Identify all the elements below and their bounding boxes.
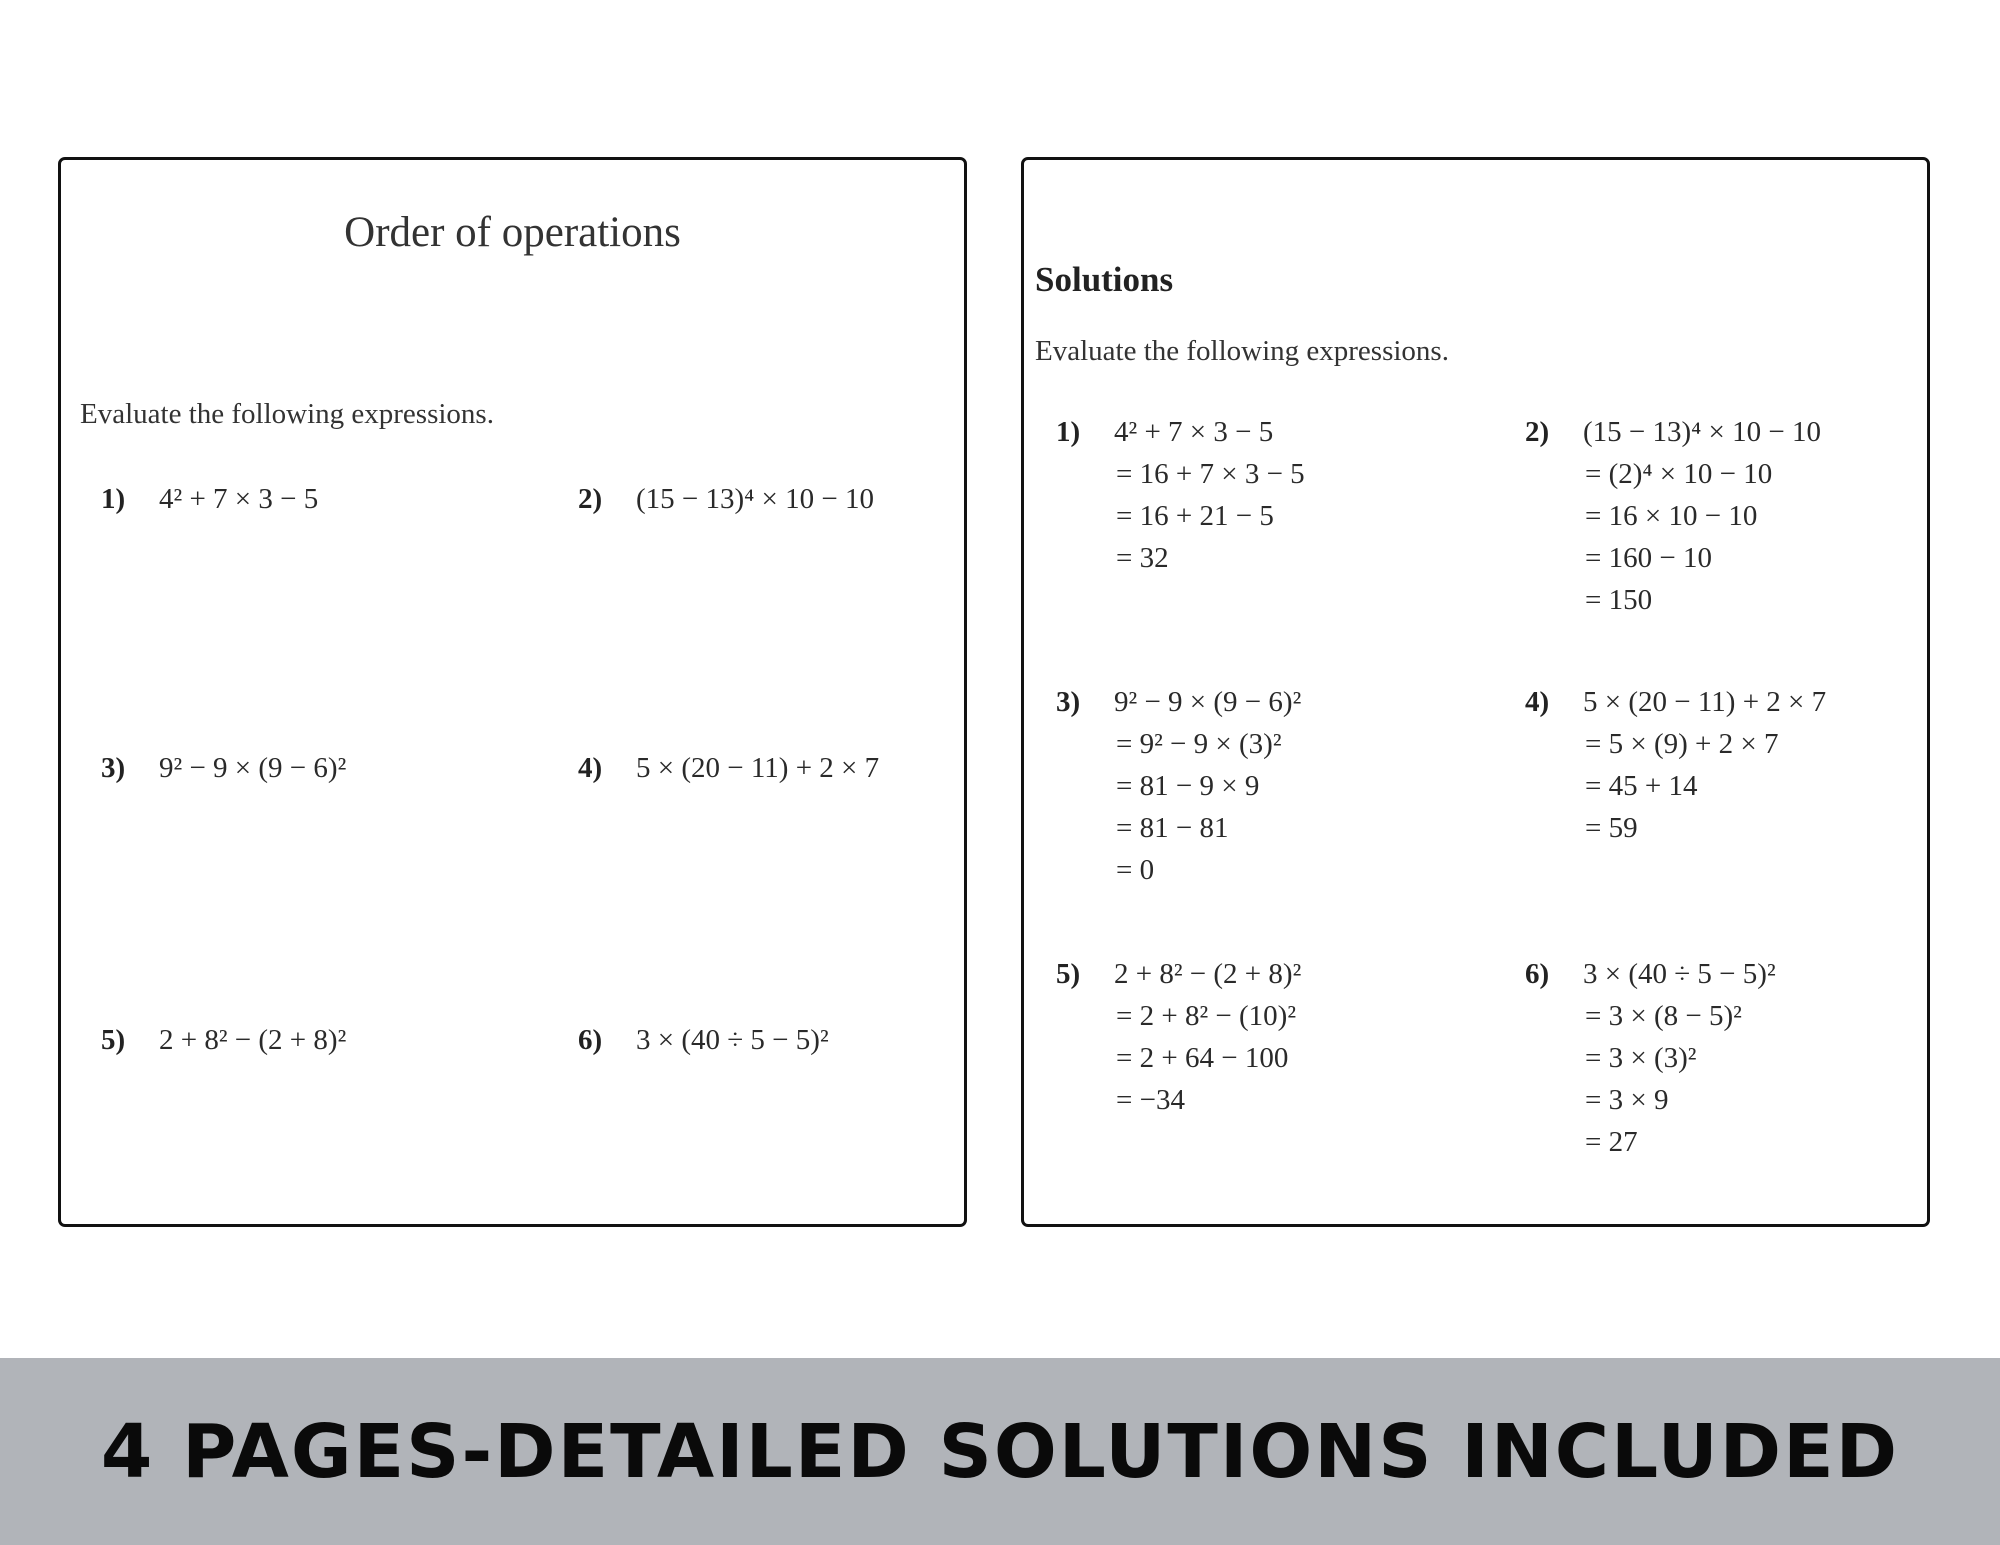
worksheet-title: Order of operations [344,209,681,256]
solution-step: = 59 [1585,812,1638,844]
problem-expression: 2 + 8² − (2 + 8)² [159,1024,347,1056]
problem-number: 4) [1525,686,1550,718]
solution-problem-4 [1525,681,1826,849]
solution-step: = 3 × 9 [1585,1084,1669,1116]
problem-number: 4) [578,752,603,784]
problem-number: 6) [1525,958,1550,990]
problem-expression: 3 × (40 ÷ 5 − 5)² [1583,958,1776,990]
worksheet-problem-1 [101,483,318,516]
problem-number: 2) [578,483,603,515]
solution-step: = −34 [1116,1084,1185,1116]
problem-number: 2) [1525,416,1550,448]
solution-problem-5 [1056,953,1301,1121]
worksheet-problem-4 [578,752,879,785]
worksheet-problem-2 [578,483,874,516]
solution-step: = 2 + 64 − 100 [1116,1042,1289,1074]
solution-step: = 3 × (3)² [1585,1042,1697,1074]
worksheet-instruction: Evaluate the following expressions. [80,398,494,430]
solution-problem-6 [1525,953,1776,1163]
solution-step: = 5 × (9) + 2 × 7 [1585,728,1779,760]
problem-expression: 5 × (20 − 11) + 2 × 7 [1583,686,1827,718]
problem-expression: 3 × (40 ÷ 5 − 5)² [636,1024,829,1056]
solution-step: = 81 − 81 [1116,812,1229,844]
problem-number: 1) [1056,416,1081,448]
problem-expression: (15 − 13)⁴ × 10 − 10 [636,483,874,515]
solutions-heading: Solutions [1035,260,1174,299]
solution-step: = 0 [1116,854,1155,886]
solution-problem-3 [1056,681,1301,891]
promo-banner [0,1358,2000,1545]
worksheet-problem-5 [101,1024,346,1057]
problem-number: 5) [1056,958,1081,990]
solution-step: = 16 + 7 × 3 − 5 [1116,458,1305,490]
problem-number: 6) [578,1024,603,1056]
solution-step: = 27 [1585,1126,1638,1158]
problem-expression: 2 + 8² − (2 + 8)² [1114,958,1302,990]
solution-problem-1 [1056,411,1305,579]
solutions-instruction: Evaluate the following expressions. [1035,335,1449,367]
solution-step: = 16 + 21 − 5 [1116,500,1274,532]
problem-number: 3) [101,752,126,784]
solution-step: = 32 [1116,542,1169,574]
banner-text: 4 PAGES-DETAILED SOLUTIONS INCLUDED [100,1408,1900,1495]
problem-number: 3) [1056,686,1081,718]
problem-expression: 9² − 9 × (9 − 6)² [1114,686,1302,718]
solution-step: = 160 − 10 [1585,542,1712,574]
solution-step: = 9² − 9 × (3)² [1116,728,1282,760]
problem-number: 1) [101,483,126,515]
problem-expression: 4² + 7 × 3 − 5 [159,483,319,515]
solution-problem-2 [1525,411,1821,621]
problem-expression: (15 − 13)⁴ × 10 − 10 [1583,416,1821,448]
solution-step: = 16 × 10 − 10 [1585,500,1758,532]
worksheet-problem-6 [578,1024,829,1057]
problem-number: 5) [101,1024,126,1056]
solution-step: = 3 × (8 − 5)² [1585,1000,1742,1032]
solution-step: = (2)⁴ × 10 − 10 [1585,458,1773,490]
worksheet-problem-3 [101,752,346,785]
worksheet-page [58,157,967,1227]
solution-step: = 45 + 14 [1585,770,1698,802]
problem-expression: 5 × (20 − 11) + 2 × 7 [636,752,880,784]
solutions-page [1021,157,1930,1227]
solution-step: = 81 − 9 × 9 [1116,770,1260,802]
solution-step: = 2 + 8² − (10)² [1116,1000,1297,1032]
problem-expression: 4² + 7 × 3 − 5 [1114,416,1274,448]
problem-expression: 9² − 9 × (9 − 6)² [159,752,347,784]
solution-step: = 150 [1585,584,1653,616]
